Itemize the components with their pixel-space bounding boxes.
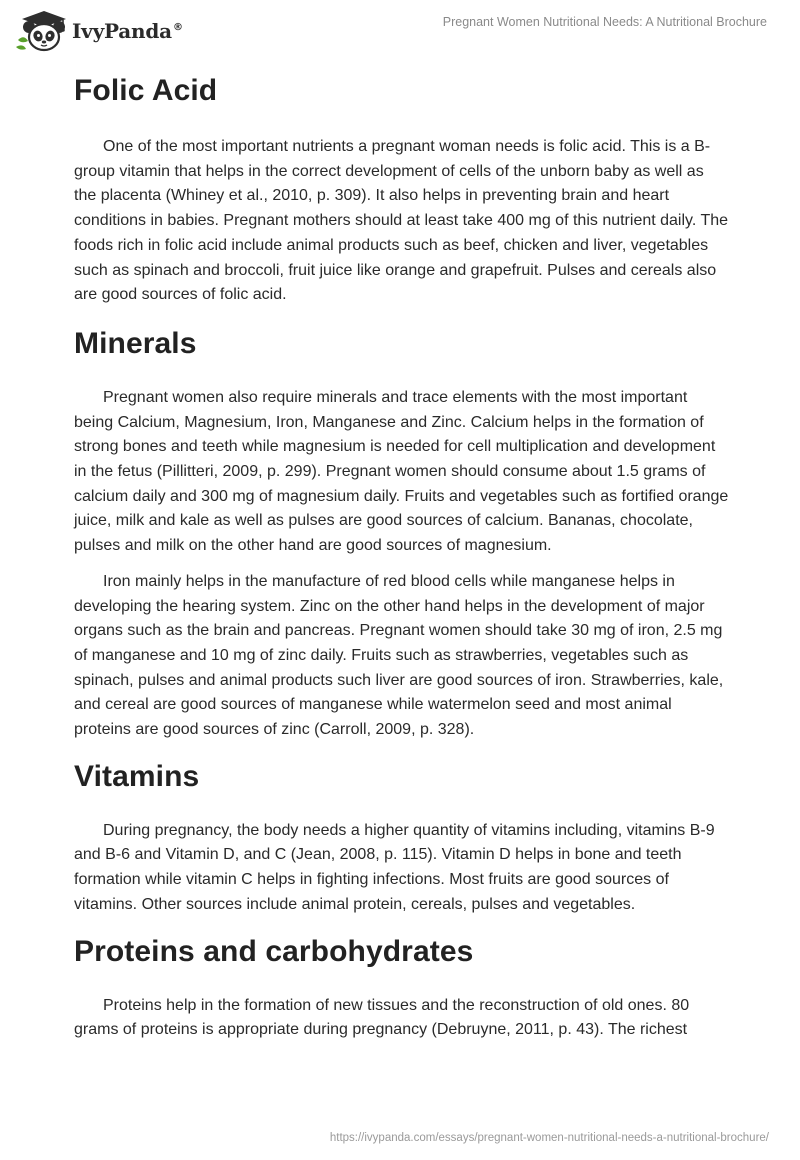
section-heading: Vitamins bbox=[74, 759, 200, 793]
panda-graduate-icon bbox=[14, 10, 70, 52]
essay-content bbox=[74, 72, 730, 1044]
source-url: https://ivypanda.com/essays/pregnant-women-nutritional-needs-a-nutritional-brochure/ bbox=[329, 1132, 769, 1144]
paragraph: Iron mainly helps in the manufacture of red blood cells while manganese helps in developing the hearing system. Zinc on the other hand helps in the development of major organs such as the brain and pancreas. Pregnant women should take 30 mg of iron, 2.5 mg of manganese and 10 mg of zinc daily. Fruits such as strawberries, vegetables such as spinach, pulses and animal products such liver are good sources of iron. Strawberries, kale, and cereal are good sources of manganese while watermelon seed and most animal proteins are good sources of zinc (Carroll, 2009, p. 328). bbox=[74, 572, 724, 739]
registered-mark: ® bbox=[172, 22, 183, 34]
section-vitamins bbox=[74, 758, 730, 918]
brand-name bbox=[72, 19, 183, 43]
paragraph: Proteins help in the formation of new tissues and the reconstruction of old ones. 80 grams of proteins is appropriate during pregnancy (Debruyne, 2011, p. 43). The richest bbox=[74, 996, 690, 1039]
section-minerals bbox=[74, 325, 730, 743]
paragraph: Pregnant women also require minerals and trace elements with the most important being Calcium, Magnesium, Iron, Manganese and Zinc. Calcium helps in the formation of strong bones and teeth while magnesium is needed for cell multiplication and development in the fetus (Pillitteri, 2009, p. 299). Pregnant women should consume about 1.5 grams of calcium daily and 300 mg of magnesium daily. Fruits and vegetables such as fortified orange juice, milk and kale as well as pulses are good sources of calcium. Bananas, chocolate, pulses and milk on the other hand are good sources of magnesium. bbox=[74, 388, 729, 555]
paragraph: During pregnancy, the body needs a higher quantity of vitamins including, vitamins B-9 and B-6 and Vitamin D, and C (Jean, 2008, p. 115). Vitamin D helps in bone and teeth formation while vitamin C helps in fighting infections. Most fruits are good sources of vitamins. Other sources include animal protein, cereals, pulses and vegetables. bbox=[74, 821, 715, 913]
section-proteins-carbohydrates bbox=[74, 933, 730, 1044]
section-heading: Proteins and carbohydrates bbox=[74, 934, 474, 968]
paragraph: One of the most important nutrients a pregnant woman needs is folic acid. This is a B-group vitamin that helps in the correct development of cells of the unborn baby as well as the placenta (Whiney et al., 2010, p. 309). It also helps in preventing brain and heart conditions in babies. Pregnant mothers should at least take 400 mg of this nutrient daily. The foods rich in folic acid include animal products such as beef, chicken and liver, vegetables such as spinach and broccoli, fruit juice like orange and grapefruit. Pulses and cereals also are good sources of folic acid. bbox=[74, 138, 729, 304]
section-heading: Folic Acid bbox=[74, 74, 218, 107]
page-header bbox=[0, 0, 800, 60]
brand-name-text: IvyPanda bbox=[72, 19, 172, 43]
document-title: Pregnant Women Nutritional Needs: A Nutritional Brochure bbox=[442, 15, 767, 29]
ivypanda-logo[interactable] bbox=[14, 10, 183, 52]
section-folic-acid bbox=[74, 72, 730, 308]
section-heading: Minerals bbox=[74, 326, 197, 360]
